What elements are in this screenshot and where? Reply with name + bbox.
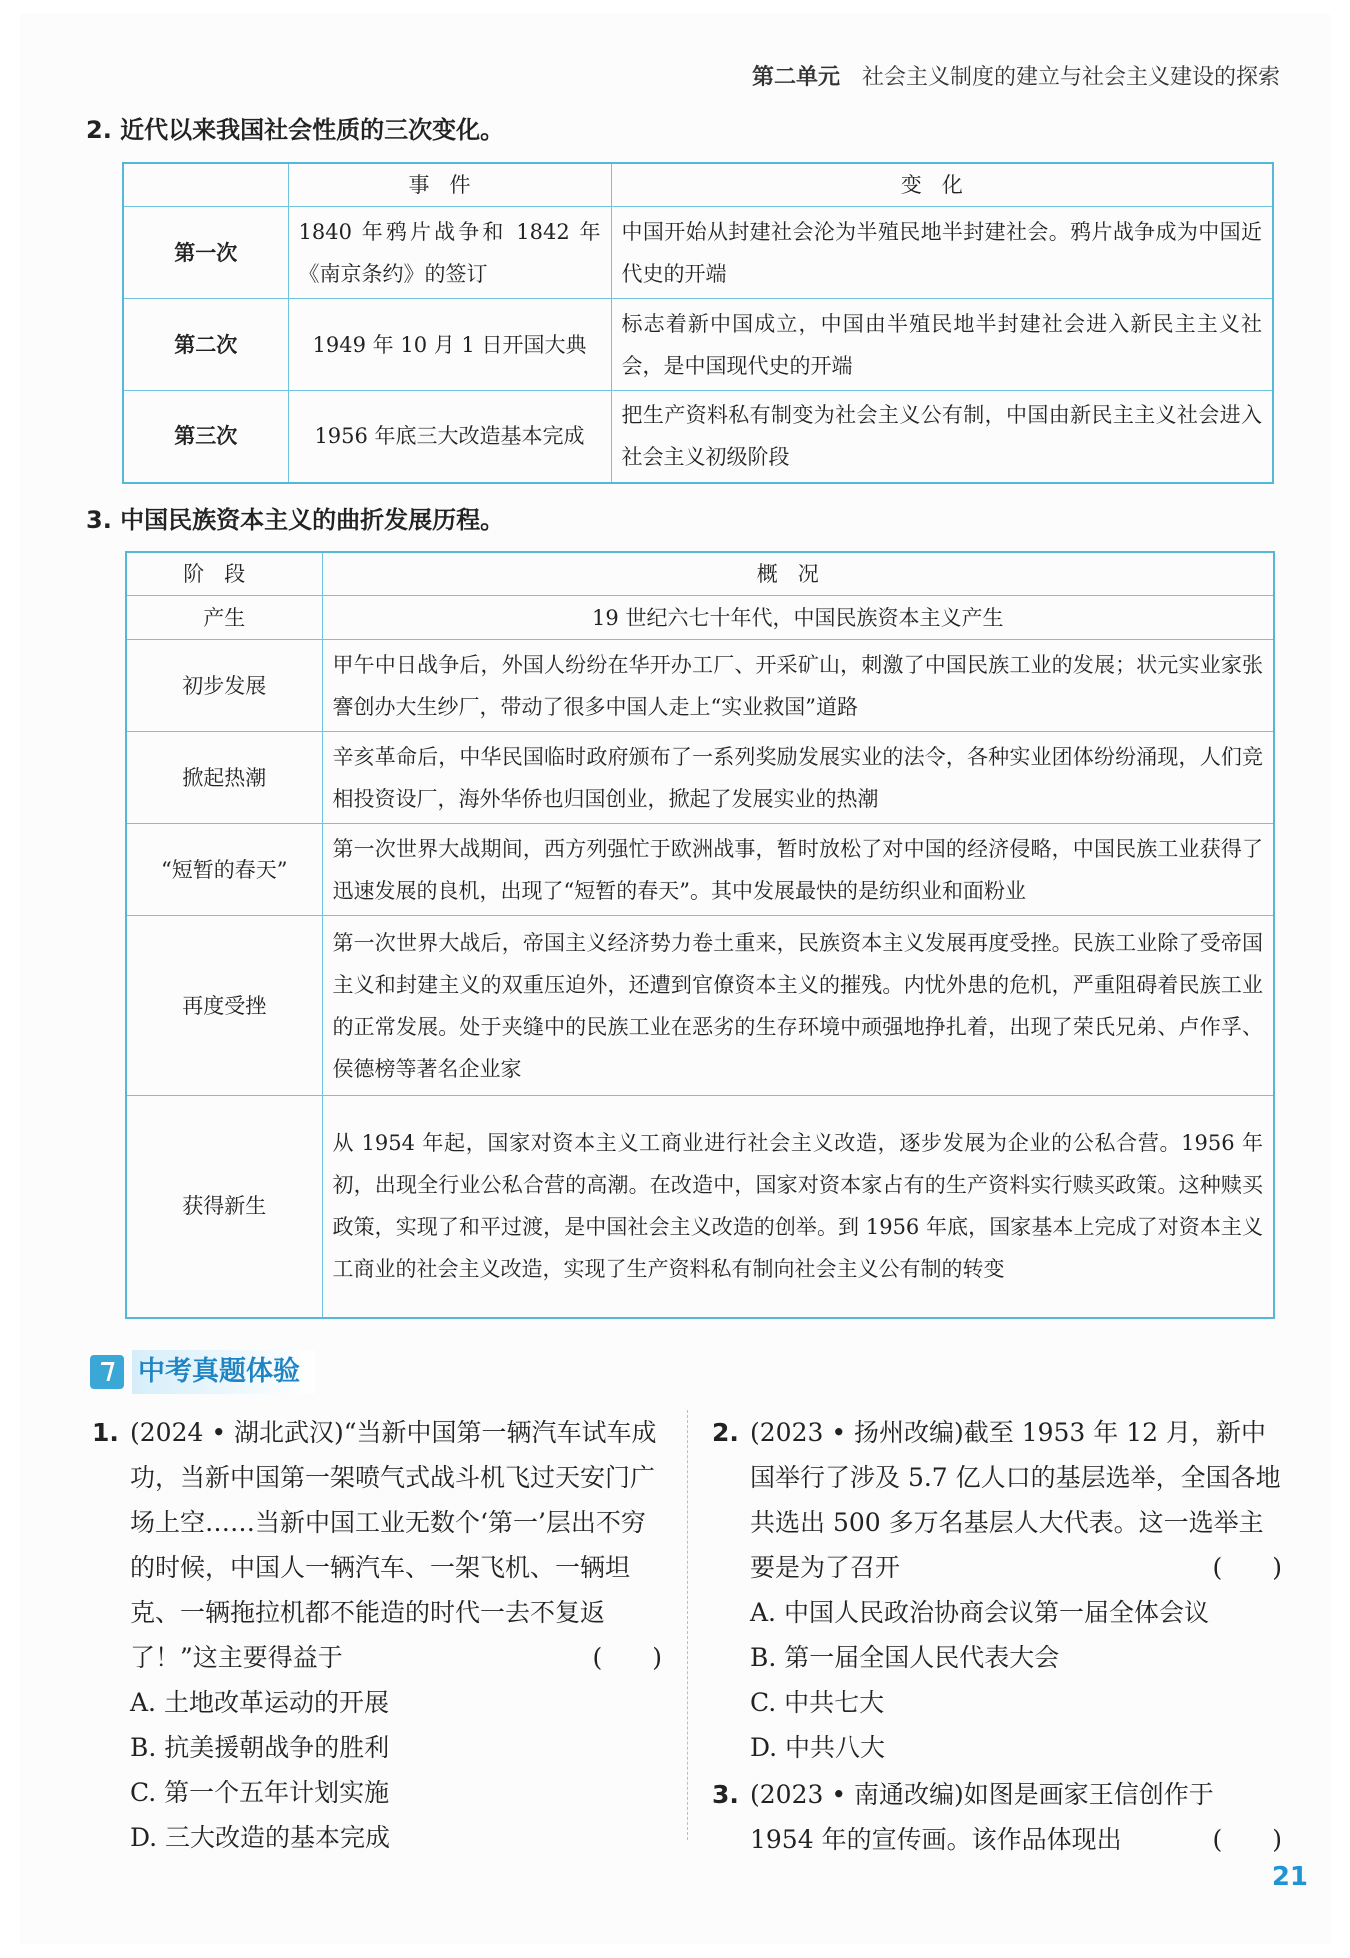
option-d: D. 三大改造的基本完成: [130, 1823, 391, 1852]
question-2: [712, 1410, 1282, 1862]
question-3: [712, 1772, 1282, 1862]
banner-title: 中考真题体验: [132, 1350, 314, 1394]
stage-cell: 掀起热潮: [126, 732, 322, 824]
table-row: [126, 640, 1274, 732]
answer-blank: ( ): [592, 1643, 662, 1672]
desc-cell: 辛亥革命后，中华民国临时政府颁布了一系列奖励发展实业的法令，各种实业团体纷纷涌现，人们竞相投资设厂，海外华侨也归国创业，掀起了发展实业的热潮: [322, 732, 1274, 824]
question-stem: (2024 • 湖北武汉)“当新中国第一辆汽车试车成功，当新中国第一架喷气式战斗机飞过天安门广场上空……当新中国工业无数个‘第一’层出不穷的时候，中国人一辆汽车、一架飞机、一辆坦克、一辆拖拉机都不能造的时代一去不复返了！”这主要得益于: [130, 1418, 657, 1672]
option-c: C. 中共七大: [750, 1688, 885, 1717]
table-row: [126, 824, 1274, 916]
stage-cell: 再度受挫: [126, 916, 322, 1096]
option-b: B. 抗美援朝战争的胜利: [130, 1733, 390, 1762]
change-cell: 中国开始从封建社会沦为半殖民地半封建社会。鸦片战争成为中国近代史的开端: [611, 207, 1273, 299]
column-divider: [687, 1410, 688, 1840]
row-label: 第三次: [123, 391, 288, 483]
national-capitalism-table: [125, 551, 1275, 1319]
desc-cell: 第一次世界大战期间，西方列强忙于欧洲战事，暂时放松了对中国的经济侵略，中国民族工业获得了迅速发展的良机，出现了“短暂的春天”。其中发展最快的是纺织业和面粉业: [322, 824, 1274, 916]
answer-blank: ( ): [1212, 1553, 1282, 1582]
header-cell-stage: 阶段: [126, 552, 322, 596]
table-row: [126, 732, 1274, 824]
option-a: A. 土地改革运动的开展: [130, 1688, 389, 1717]
table-row: [123, 299, 1273, 391]
stage-cell: 产生: [126, 596, 322, 640]
table-row: [123, 207, 1273, 299]
event-cell: 1949 年 10 月 1 日开国大典: [288, 299, 611, 391]
header-cell-empty: [123, 163, 288, 207]
question-1: [92, 1410, 662, 1860]
question-number: 2.: [712, 1418, 739, 1447]
table-row: [126, 596, 1274, 640]
change-cell: 标志着新中国成立，中国由半殖民地半封建社会进入新民主主义社会，是中国现代史的开端: [611, 299, 1273, 391]
question-stem: (2023 • 南通改编)如图是画家王信创作于 1954 年的宣传画。该作品体现出: [750, 1780, 1214, 1854]
question-stem: (2023 • 扬州改编)截至 1953 年 12 月，新中国举行了涉及 5.7 亿人口的基层选举，全国各地共选出 500 多万名基层人大代表。这一选举主要是为了召开: [750, 1418, 1281, 1582]
running-header: [752, 60, 1280, 91]
change-cell: 把生产资料私有制变为社会主义公有制，中国由新民主主义社会进入社会主义初级阶段: [611, 391, 1273, 483]
section2-title: 2. 近代以来我国社会性质的三次变化。: [86, 116, 505, 144]
stage-cell: “短暂的春天”: [126, 824, 322, 916]
section3-title: 3. 中国民族资本主义的曲折发展历程。: [86, 506, 505, 534]
table-row: [123, 391, 1273, 483]
desc-cell: 19 世纪六七十年代，中国民族资本主义产生: [322, 596, 1274, 640]
header-cell-change: 变化: [611, 163, 1273, 207]
runner-icon: [90, 1355, 124, 1389]
unit-label: 第二单元: [751, 65, 840, 90]
desc-cell: 从 1954 年起，国家对资本主义工商业进行社会主义改造，逐步发展为企业的公私合营。1956 年初，出现全行业公私合营的高潮。在改造中，国家对资本家占有的生产资料实行赎买政策。这种赎买政策，实现了和平过渡，是中国社会主义改造的创举。到 1956 年底，国家基本上完成了对资本主义工商业的社会主义改造，实现了生产资料私有制向社会主义公有制的转变: [322, 1096, 1274, 1318]
row-label: 第二次: [123, 299, 288, 391]
desc-cell: 第一次世界大战后，帝国主义经济势力卷土重来，民族资本主义发展再度受挫。民族工业除了受帝国主义和封建主义的双重压迫外，还遭到官僚资本主义的摧残。内忧外患的危机，严重阻碍着民族工业的正常发展。处于夹缝中的民族工业在恶劣的生存环境中顽强地挣扎着，出现了荣氏兄弟、卢作孚、侯德榜等著名企业家: [322, 916, 1274, 1096]
row-label: 第一次: [123, 207, 288, 299]
desc-cell: 甲午中日战争后，外国人纷纷在华开办工厂、开采矿山，刺激了中国民族工业的发展；状元实业家张謇创办大生纱厂，带动了很多中国人走上“实业救国”道路: [322, 640, 1274, 732]
option-c: C. 第一个五年计划实施: [130, 1778, 390, 1807]
exam-practice-banner: [90, 1350, 314, 1394]
question-number: 3.: [712, 1780, 739, 1809]
header-cell-event: 事件: [288, 163, 611, 207]
question-number: 1.: [92, 1418, 119, 1447]
event-cell: 1840 年鸦片战争和 1842 年《南京条约》的签订: [288, 207, 611, 299]
option-b: B. 第一届全国人民代表大会: [750, 1643, 1060, 1672]
stage-cell: 获得新生: [126, 1096, 322, 1318]
table-header-row: [123, 163, 1273, 207]
table-row: [126, 916, 1274, 1096]
page-number: 21: [1271, 1862, 1308, 1892]
table-row: [126, 1096, 1274, 1318]
unit-title: 社会主义制度的建立与社会主义建设的探索: [861, 65, 1280, 90]
answer-blank: ( ): [1212, 1825, 1282, 1854]
table-header-row: [126, 552, 1274, 596]
stage-cell: 初步发展: [126, 640, 322, 732]
option-a: A. 中国人民政治协商会议第一届全体会议: [750, 1598, 1209, 1627]
society-change-table: [122, 162, 1274, 484]
event-cell: 1956 年底三大改造基本完成: [288, 391, 611, 483]
header-cell-summary: 概况: [322, 552, 1274, 596]
option-d: D. 中共八大: [750, 1733, 886, 1762]
